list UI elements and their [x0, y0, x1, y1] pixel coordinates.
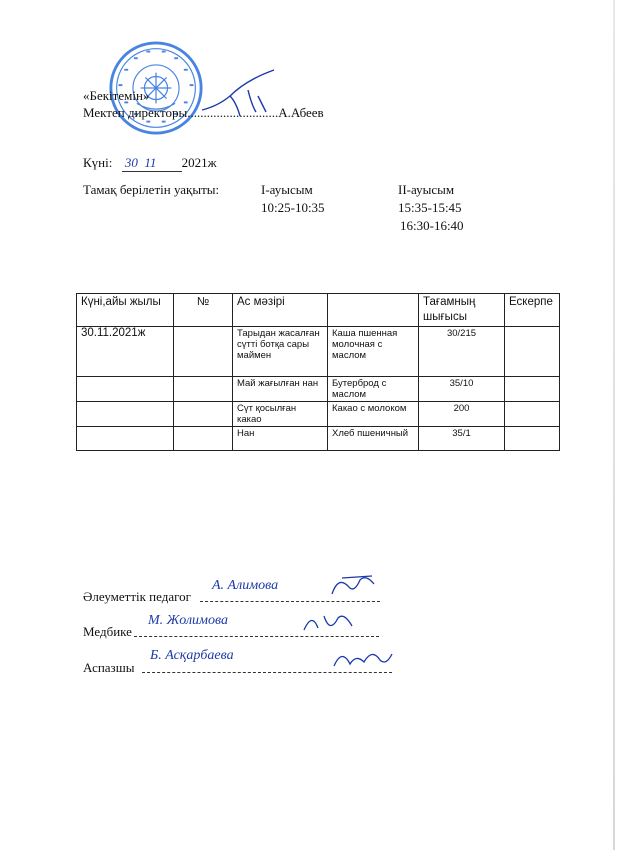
cell-yield: 200: [419, 402, 505, 427]
director-line: [83, 105, 324, 121]
cell-dish-ru: Каша пшенная молочная с маслом: [328, 327, 419, 377]
col-header-date: Күні,айы жылы: [77, 294, 174, 327]
cell-dish-ru: Бутерброд с маслом: [328, 377, 419, 402]
date-label: Күні:: [83, 155, 113, 170]
cell-note: [505, 427, 560, 451]
col-header-yield: Тағамның шығысы: [419, 294, 505, 327]
approve-caption: «Бекітемін»: [83, 88, 150, 103]
date-line: [83, 155, 217, 172]
table-row: [77, 427, 560, 451]
cook-handwritten: Б. Асқарбаева: [150, 648, 234, 663]
cook-signature-icon: [330, 644, 394, 674]
col-header-note: Ескерпе: [505, 294, 560, 327]
cell-number: [174, 327, 233, 377]
cell-date: [77, 402, 174, 427]
date-day: 30: [124, 155, 138, 170]
cell-dish-kz: Нан: [233, 427, 328, 451]
shift2-time-1: 15:35-15:45: [398, 200, 462, 215]
cell-note: [505, 327, 560, 377]
date-year: 2021ж: [181, 155, 217, 170]
cell-note: [505, 377, 560, 402]
nurse-label: Медбике: [83, 624, 132, 639]
shift2-name: II-ауысым: [398, 182, 455, 197]
table-row: [77, 402, 560, 427]
cell-note: [505, 402, 560, 427]
cell-date: [77, 377, 174, 402]
table-row: [77, 327, 560, 377]
cell-yield: 35/1: [419, 427, 505, 451]
col-header-menu-ru: [328, 294, 419, 327]
director-name: А.Абеев: [278, 105, 324, 120]
social-pedagogue-line: [200, 601, 380, 602]
date-handwritten: [122, 155, 182, 172]
cell-dish-kz: Тарыдан жасалған сүтті ботқа сары маймен: [233, 327, 328, 377]
cell-yield: 35/10: [419, 377, 505, 402]
cook-label: Аспазшы: [83, 660, 135, 675]
cell-dish-kz: Сүт қосылған какао: [233, 402, 328, 427]
cell-number: [174, 377, 233, 402]
cell-yield: 30/215: [419, 327, 505, 377]
cell-date: [77, 427, 174, 451]
scan-edge: [613, 0, 615, 850]
cell-number: [174, 402, 233, 427]
nurse-handwritten: М. Жолимова: [148, 613, 228, 628]
director-dots: ............................: [187, 105, 279, 120]
date-month: 11: [144, 155, 157, 170]
shift1-time: 10:25-10:35: [261, 200, 325, 215]
menu-table: [76, 293, 560, 451]
cell-number: [174, 427, 233, 451]
col-header-menu: Ас мәзірі: [233, 294, 328, 327]
table-row: [77, 377, 560, 402]
cell-date: 30.11.2021ж: [77, 327, 174, 377]
director-label: Мектеп директоры: [83, 105, 188, 120]
social-pedagogue-handwritten: А. Алимова: [212, 578, 279, 593]
cell-dish-ru: Хлеб пшеничный: [328, 427, 419, 451]
shift1-name: I-ауысым: [261, 182, 313, 197]
social-pedagogue-signature-icon: [328, 572, 380, 600]
cell-dish-kz: Май жағылған нан: [233, 377, 328, 402]
schedule-label: Тамақ берілетін уақыты:: [83, 182, 220, 197]
nurse-signature-icon: [300, 610, 360, 638]
social-pedagogue-label: Әлеуметтік педагог: [83, 589, 191, 604]
shift2-time-2: 16:30-16:40: [400, 218, 464, 233]
col-header-number: №: [174, 294, 233, 327]
table-header-row: [77, 294, 560, 327]
cell-dish-ru: Какао с молоком: [328, 402, 419, 427]
